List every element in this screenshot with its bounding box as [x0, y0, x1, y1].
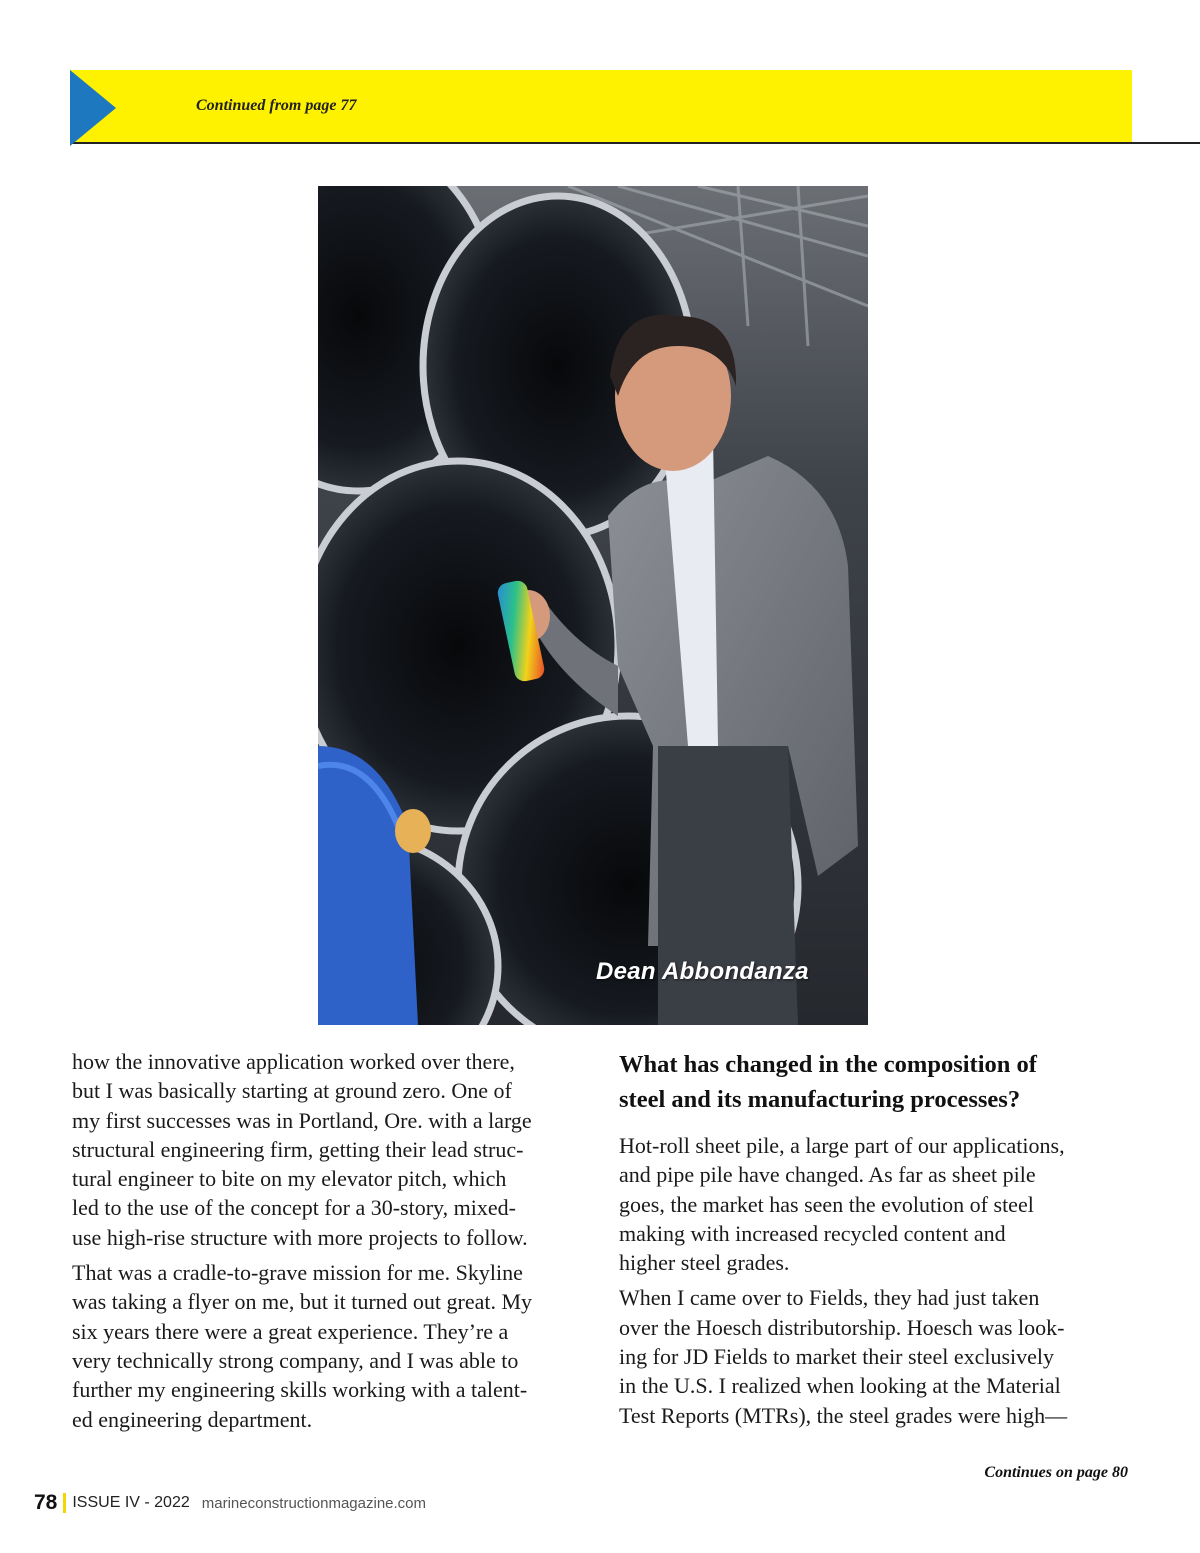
header-rule	[70, 142, 1200, 144]
text-line: Hot-roll sheet pile, a large part of our applications,	[619, 1133, 1065, 1158]
left-column	[72, 1047, 592, 1440]
text-line: how the innovative application worked over there,	[72, 1049, 515, 1074]
text-line: and pipe pile have changed. As far as sheet pile	[619, 1162, 1036, 1188]
page-footer	[34, 1490, 426, 1516]
text-line: ing for JD Fields to market their steel exclusively	[619, 1344, 1055, 1370]
heading-line: steel and its manufacturing processes?	[619, 1086, 1021, 1113]
paragraph	[619, 1131, 1131, 1277]
issue-label: ISSUE IV - 2022	[72, 1494, 190, 1511]
text-line: When I came over to Fields, they had just taken	[619, 1285, 1040, 1311]
photo-caption: Dean Abbondanza	[596, 958, 809, 985]
website-link[interactable]: marineconstructionmagazine.com	[201, 1494, 427, 1512]
article-photo	[318, 186, 868, 1025]
heading-line: What has changed in the composition of	[619, 1051, 1037, 1078]
text-line: was taking a flyer on me, but it turned out great. My	[72, 1289, 533, 1315]
text-line: structural engineering firm, getting their lead struc-	[72, 1136, 524, 1162]
text-line: very technically strong company, and I was able to	[72, 1347, 519, 1373]
text-line: my first successes was in Portland, Ore. with a large	[72, 1107, 532, 1133]
footer-divider	[63, 1493, 66, 1513]
text-line: but I was basically starting at ground zero. One of	[72, 1078, 512, 1104]
continued-from-label: Continued from page 77	[196, 97, 357, 114]
text-line: Test Reports (MTRs), the steel grades were high—	[619, 1402, 1068, 1428]
continues-on-label: Continues on page 80	[984, 1464, 1128, 1481]
text-line: ed engineering department.	[72, 1406, 313, 1432]
text-line: higher steel grades.	[619, 1250, 790, 1276]
text-line: goes, the market has seen the evolution of steel	[619, 1191, 1034, 1217]
text-line: use high-rise structure with more projects to follow.	[72, 1224, 528, 1250]
right-column	[619, 1047, 1131, 1436]
photo-illustration	[318, 186, 868, 1025]
paragraph	[72, 1047, 592, 1252]
paragraph	[619, 1283, 1131, 1429]
text-line: over the Hoesch distributorship. Hoesch was look-	[619, 1314, 1065, 1340]
text-line: led to the use of the concept for a 30-story, mixed-	[72, 1195, 516, 1221]
arrow-icon	[70, 70, 116, 146]
text-line: six years there were a great experience. They’re a	[72, 1318, 509, 1344]
text-line: making with increased recycled content and	[619, 1220, 1006, 1246]
paragraph	[72, 1258, 592, 1434]
text-line: further my engineering skills working with a talent-	[72, 1377, 528, 1403]
text-line: in the U.S. I realized when looking at the Material	[619, 1373, 1061, 1399]
text-line: tural engineer to bite on my elevator pitch, which	[72, 1166, 507, 1192]
page-number: 78	[34, 1491, 58, 1514]
section-heading	[619, 1047, 1131, 1117]
text-line: That was a cradle-to-grave mission for me. Skyline	[72, 1260, 523, 1286]
